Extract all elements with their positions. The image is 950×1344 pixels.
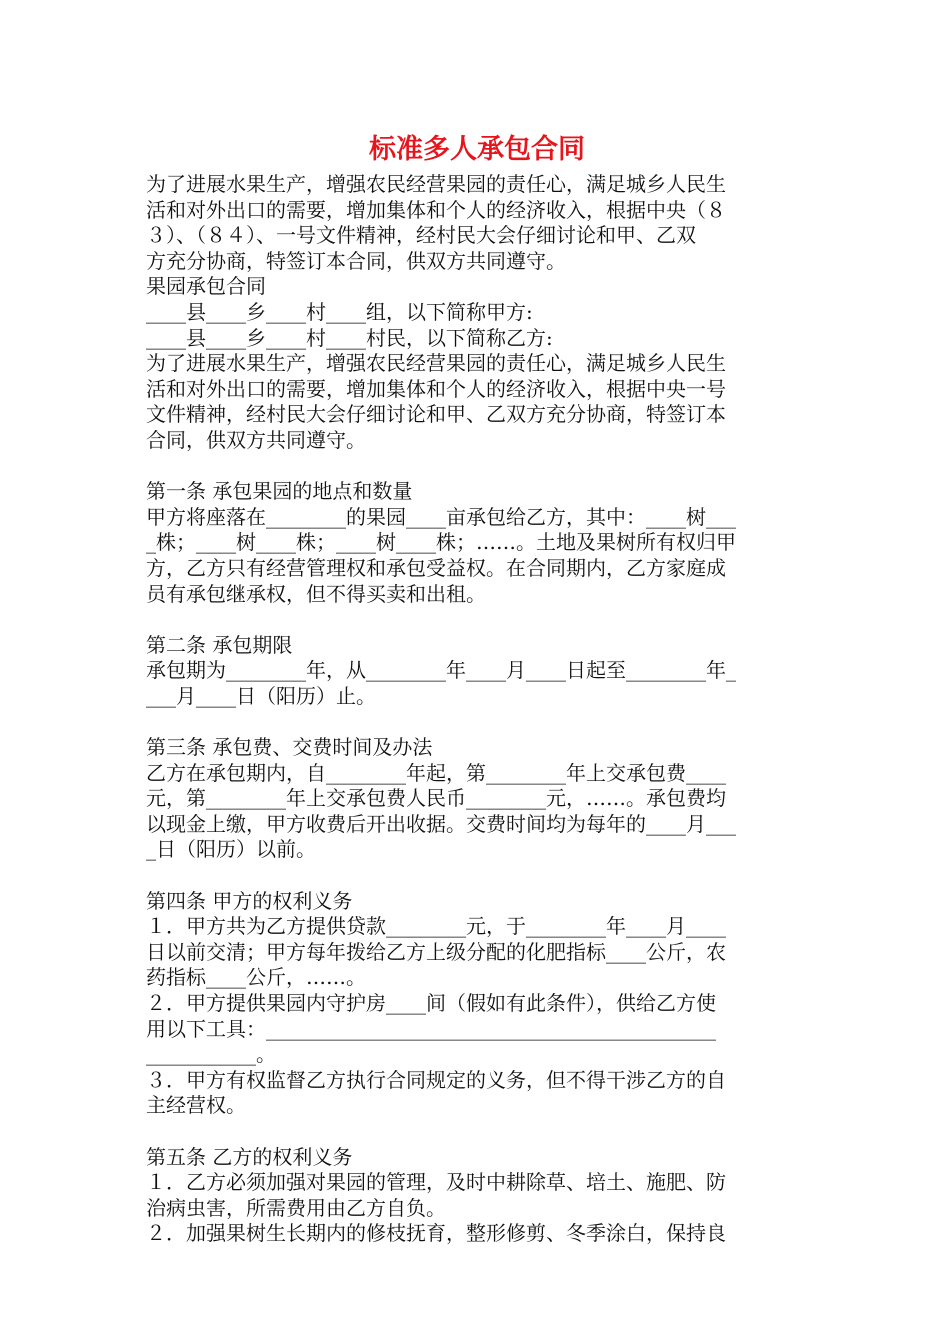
text-line: 以现金上缴，甲方收费后开出收据。交费时间均为每年的____月___ [146, 811, 736, 836]
text-line: 方，乙方只有经营管理权和承包受益权。在合同期内，乙方家庭成 [146, 555, 726, 580]
text-line: 治病虫害，所需费用由乙方自负。 [146, 1195, 446, 1220]
text-line: 第二条 承包期限 [146, 632, 293, 657]
blank-line [146, 863, 808, 889]
text-line: ___月____日（阳历）止。 [146, 683, 376, 708]
text-line: 主经营权。 [146, 1093, 246, 1118]
text-line: 为了进展水果生产，增强农民经营果园的责任心，满足城乡人民生 [146, 172, 726, 196]
blank-line [146, 607, 808, 633]
blank-line [146, 454, 808, 480]
text-line: 药指标____公斤，……。 [146, 965, 366, 990]
text-line: _株；____树____株；____树____株；……。土地及果树所有权归甲 [146, 530, 736, 555]
text-line: 用以下工具：_____________________________________________ [146, 1016, 716, 1041]
text-line: 乙方在承包期内，自________年起，第________年上交承包费____ [146, 760, 726, 785]
text-line: 元，第________年上交承包费人民币________元，……。承包费均 [146, 786, 726, 811]
text-line: １．乙方必须加强对果园的管理，及时中耕除草、培土、施肥、防 [146, 1170, 726, 1195]
text-line: ____县____乡____村____组，以下简称甲方: [146, 299, 533, 324]
text-line: 为了进展水果生产，增强农民经营果园的责任心，满足城乡人民生 [146, 351, 726, 376]
text-line: ３．甲方有权监督乙方执行合同规定的义务，但不得干涉乙方的自 [146, 1067, 726, 1092]
text-line: ３）、（８４）、一号文件精神，经村民大会仔细讨论和甲、乙双 [146, 223, 696, 248]
text-line: _日（阳历）以前。 [146, 837, 316, 862]
text-line: ___________。 [146, 1042, 276, 1067]
text-line: ２．甲方提供果园内守护房____间（假如有此条件），供给乙方使 [146, 991, 716, 1015]
text-line: 果园承包合同 [146, 274, 266, 299]
text-line: １．甲方共为乙方提供贷款________元，于________年____月____ [146, 914, 726, 939]
text-line: 第五条 乙方的权利义务 [146, 1144, 353, 1169]
text-line: 日以前交清；甲方每年拨给乙方上级分配的化肥指标____公斤，农 [146, 939, 726, 964]
text-line: 员有承包继承权，但不得买卖和出租。 [146, 581, 486, 606]
text-line: 文件精神，经村民大会仔细讨论和甲、乙双方充分协商，特签订本 [146, 402, 726, 427]
text-line: 第四条 甲方的权利义务 [146, 888, 353, 913]
text-line: 活和对外出口的需要，增加集体和个人的经济收入，根据中央一号 [146, 376, 726, 401]
text-line: ２．加强果树生长期内的修枝抚育，整形修剪、冬季涂白，保持良 [146, 1221, 726, 1246]
document-title: 标准多人承包合同 [369, 134, 585, 165]
text-line: 甲方将座落在________的果园____亩承包给乙方，其中：____树___ [146, 504, 736, 529]
blank-line [146, 1119, 808, 1145]
text-line: 活和对外出口的需要，增加集体和个人的经济收入，根据中央（８ [146, 197, 726, 222]
text-line: 第三条 承包费、交费时间及办法 [146, 735, 433, 760]
document-body [146, 172, 808, 1247]
text-line: ____县____乡____村____村民，以下简称乙方: [146, 325, 553, 350]
text-line: 方充分协商，特签订本合同，供双方共同遵守。 [146, 248, 566, 273]
text-line: 合同，供双方共同遵守。 [146, 427, 366, 452]
contract-page [146, 128, 808, 1247]
text-line: 承包期为________年，从________年____月____日起至________年_ [146, 658, 736, 683]
blank-line [146, 709, 808, 735]
text-line: 第一条 承包果园的地点和数量 [146, 479, 413, 504]
